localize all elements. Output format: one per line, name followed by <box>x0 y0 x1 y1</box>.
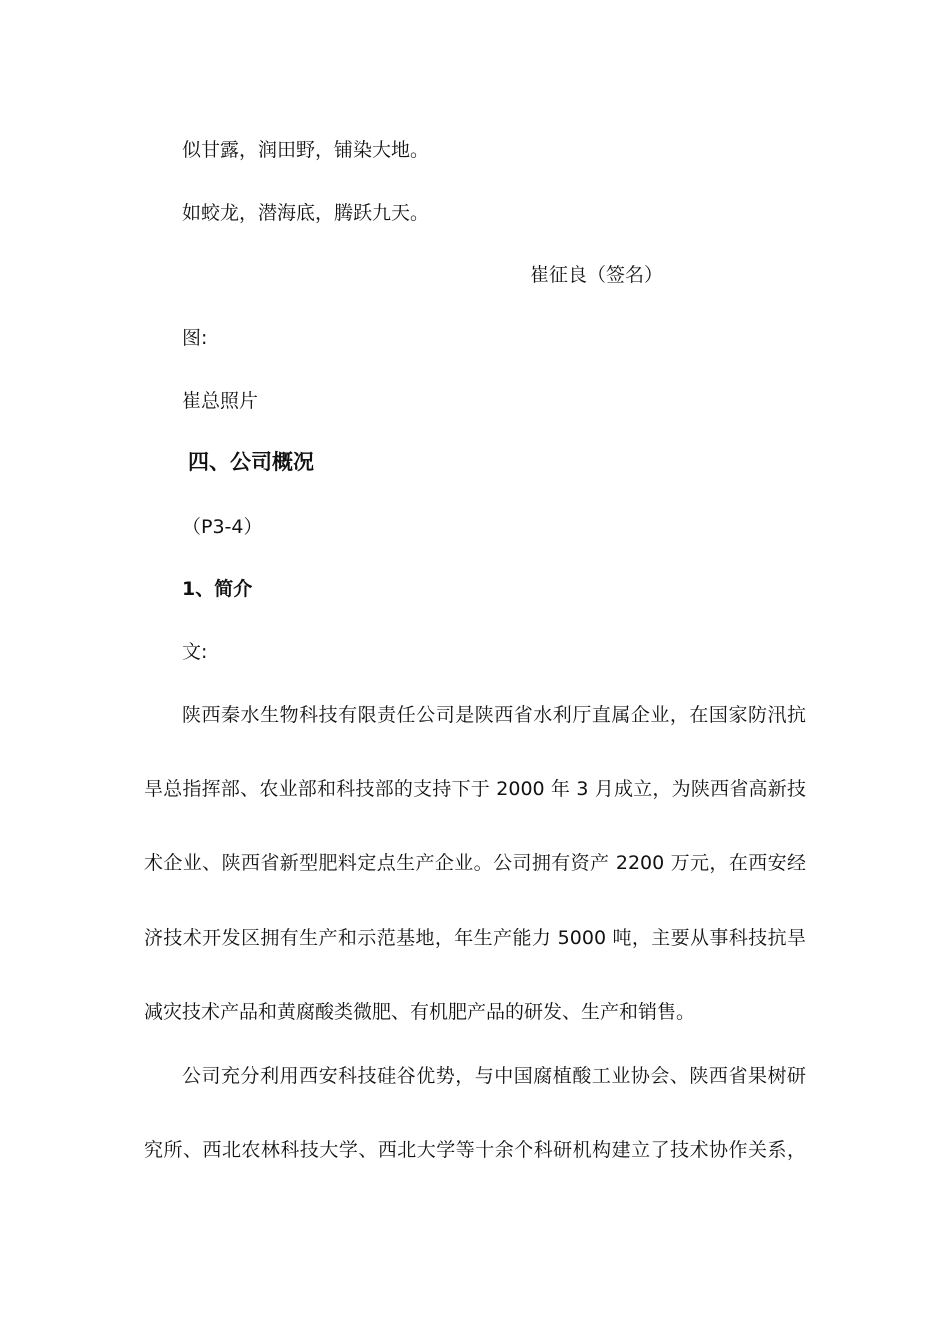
paragraph-line: 公司充分利用西安科技硅谷优势，与中国腐植酸工业协会、陕西省果树研 <box>182 1065 806 1087</box>
paragraph-line: 旱总指挥部、农业部和科技部的支持下于 2000 年 3 月成立，为陕西省高新技 <box>144 778 806 800</box>
paragraph-line: 减灾技术产品和黄腐酸类微肥、有机肥产品的研发、生产和销售。 <box>144 1001 696 1023</box>
paragraph-line: 济技术开发区拥有生产和示范基地，年生产能力 5000 吨，主要从事科技抗旱 <box>144 927 806 949</box>
subsection-heading: 1、简介 <box>182 578 253 600</box>
signature: 崔征良（签名） <box>530 264 664 286</box>
figure-label: 图: <box>182 327 208 349</box>
paragraph-line: 术企业、陕西省新型肥料定点生产企业。公司拥有资产 2200 万元，在西安经 <box>144 852 806 874</box>
poem-line-2: 如蛟龙，潜海底，腾跃九天。 <box>182 202 430 224</box>
paragraph-line: 究所、西北农林科技大学、西北大学等十余个科研机构建立了技术协作关系， <box>144 1139 806 1161</box>
section-heading: 四、公司概况 <box>188 450 314 474</box>
text-label: 文: <box>182 641 208 663</box>
page-reference: （P3-4） <box>182 516 263 538</box>
figure-caption: 崔总照片 <box>182 390 259 412</box>
poem-line-1: 似甘露，润田野，铺染大地。 <box>182 139 430 161</box>
paragraph-line: 陕西秦水生物科技有限责任公司是陕西省水利厅直属企业，在国家防汛抗 <box>182 704 806 726</box>
